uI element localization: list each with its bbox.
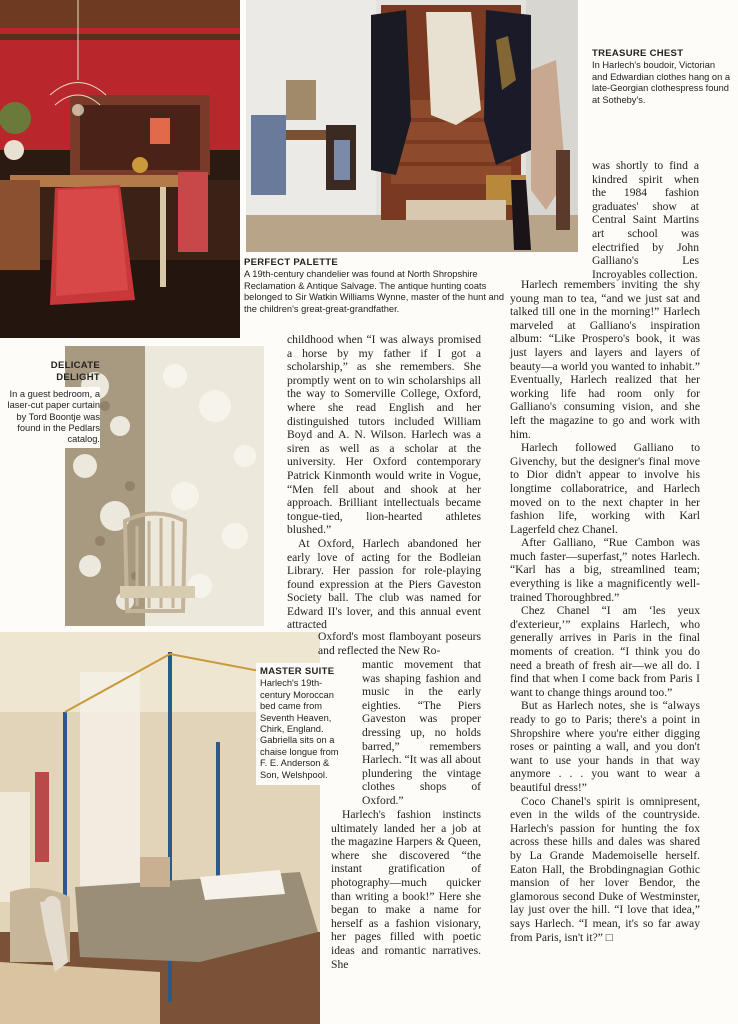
article-column-2 xyxy=(510,278,700,944)
caption-delicate-delight xyxy=(0,360,100,448)
caption-heading: PERFECT PALETTE xyxy=(244,257,339,268)
caption-heading: MASTER SUITE xyxy=(260,666,335,677)
article-paragraph: Coco Chanel's spirit is omnipresent, even in the wilds of the countryside. Harlech's passion for hunting the fox across these hills and dales was shared by La Grande Mademoiselle herself. Eaton Hall, the Brobdingnagian Gothic mansion of her lover Bendor, the glamorous second Duke of Westminster, lay just over the hill. “I love that idea,” says Harlech. “I mean, it's so far away from Paris, isn't it?” □ xyxy=(510,794,700,944)
caption-master-suite xyxy=(256,663,342,785)
clothespress-photo xyxy=(246,0,578,252)
article-paragraph: Oxford's most flamboyant poseurs and reflected the New Ro- xyxy=(318,630,481,657)
caption-body: Harlech's 19th-century Moroccan bed came from Seventh Heaven, Chirk, England. Gabriella sits on a chaise longue from F. E. Anderson & Son, Welshpool. xyxy=(260,678,339,780)
article-column-2-top xyxy=(592,159,699,281)
article-paragraph: was shortly to find a kindred spirit when the 1984 fashion graduates' show at Central Saint Martins art school was electrified by John Galliano's Les Incroyables collection. xyxy=(592,159,699,281)
caption-body: A 19th-century chandelier was found at North Shropshire Reclamation & Antique Salvage. The antique hunting coats belonged to Sir Watkin Williams Wynne, master of the hunt and the children's great-great-grandfather. xyxy=(244,269,505,314)
article-paragraph: But as Harlech notes, she is “always ready to go to Paris; there's a point in Shropshire where you're either digging roses or painting a wall, and you don't want to use your hands in that way anymore . . . you want to wear a beautiful dress!” xyxy=(510,699,700,794)
dining-room-photo xyxy=(0,0,240,338)
caption-heading: TREASURE CHEST xyxy=(592,48,684,59)
caption-body: In Harlech's boudoir, Victorian and Edwardian clothes hang on a late-Georgian clothespress found at Sotheby's. xyxy=(592,60,731,105)
article-paragraph: Harlech's fashion instincts ultimately landed her a job at the magazine Harpers & Queen, where she discovered “the instant gratification of photography—much quicker than writing a book!” Here she began to make a name for herself as a fashion visionary, her pages filled with poetic ideas and romantic narratives. She xyxy=(331,808,481,971)
article-paragraph: Harlech followed Galliano to Givenchy, but the designer's final move to Dior didn't appear to involve his longtime collaboratrice, and Harlech moved on to the next chapter in her fashion life, working with Karl Lagerfeld chez Chanel. xyxy=(510,441,700,536)
article-paragraph: After Galliano, “Rue Cambon was much faster—superfast,” notes Harlech. “Karl has a big, streamlined team; everything is like a magnificently well-trained Thoroughbred.” xyxy=(510,536,700,604)
article-column-1-narrow xyxy=(362,658,481,808)
article-paragraph: mantic movement that was shaping fashion and music in the early eighties. “The Piers Gaveston was proper dressing up, no holds barred,” remembers Harlech. “It was all about plundering the vintage clothes shops of Oxford.” xyxy=(362,658,481,807)
caption-heading: DELICATE xyxy=(50,360,100,371)
caption-heading-line-2: DELIGHT xyxy=(56,372,100,384)
article-paragraph: Harlech remembers inviting the shy young man to tea, “and we just sat and talked till one in the morning!” Harlech marveled at Galliano's inspiration album: “Like Prospero's book, it was just layers and layers and layers of beauty—a world you wanted to inhabit.” Eventually, Harlech realized that her working life had room only for Galliano's consuming vision, and she left the magazine to go and work with him. xyxy=(510,278,700,441)
article-column-1 xyxy=(287,333,481,632)
caption-body: In a guest bedroom, a laser-cut paper curtain by Tord Boontje was found in the Pedlars catalog. xyxy=(0,387,100,448)
article-paragraph: At Oxford, Harlech abandoned her early love of acting for the Bodleian Library. Her passion for role-playing found expression at the Piers Gaveston Society ball. The club was named for Edward II's lover, and this annual event attracted xyxy=(287,536,481,632)
caption-perfect-palette xyxy=(244,257,510,315)
article-column-1-bottom xyxy=(331,808,481,971)
article-column-1-step xyxy=(318,630,481,657)
caption-treasure-chest xyxy=(592,48,730,106)
article-paragraph: Chez Chanel “I am ‘les yeux d'exterieur,’” explains Harlech, who generally arrives in Paris in the final moments of creation. “I think you do need a breath of fresh air—we all do. I find that when I come back from Paris I want to change things around too.” xyxy=(510,604,700,699)
article-paragraph: childhood when “I was always promised a horse by my father if I got a scholarship,” as she remembers. She promptly went on to win scholarships all the way to Somerville College, Oxford, where she read English and her distinguished tutors included William Boyd and A. N. Wilson. Harlech was a siren as well as a scholar at the university. Her Oxford contemporary Patrick Kinmonth would write in Vogue, “Men fell about and shook at her approach. Brilliant intellectuals became tongue-tied, lion-hearted athletes blushed.” xyxy=(287,333,481,537)
